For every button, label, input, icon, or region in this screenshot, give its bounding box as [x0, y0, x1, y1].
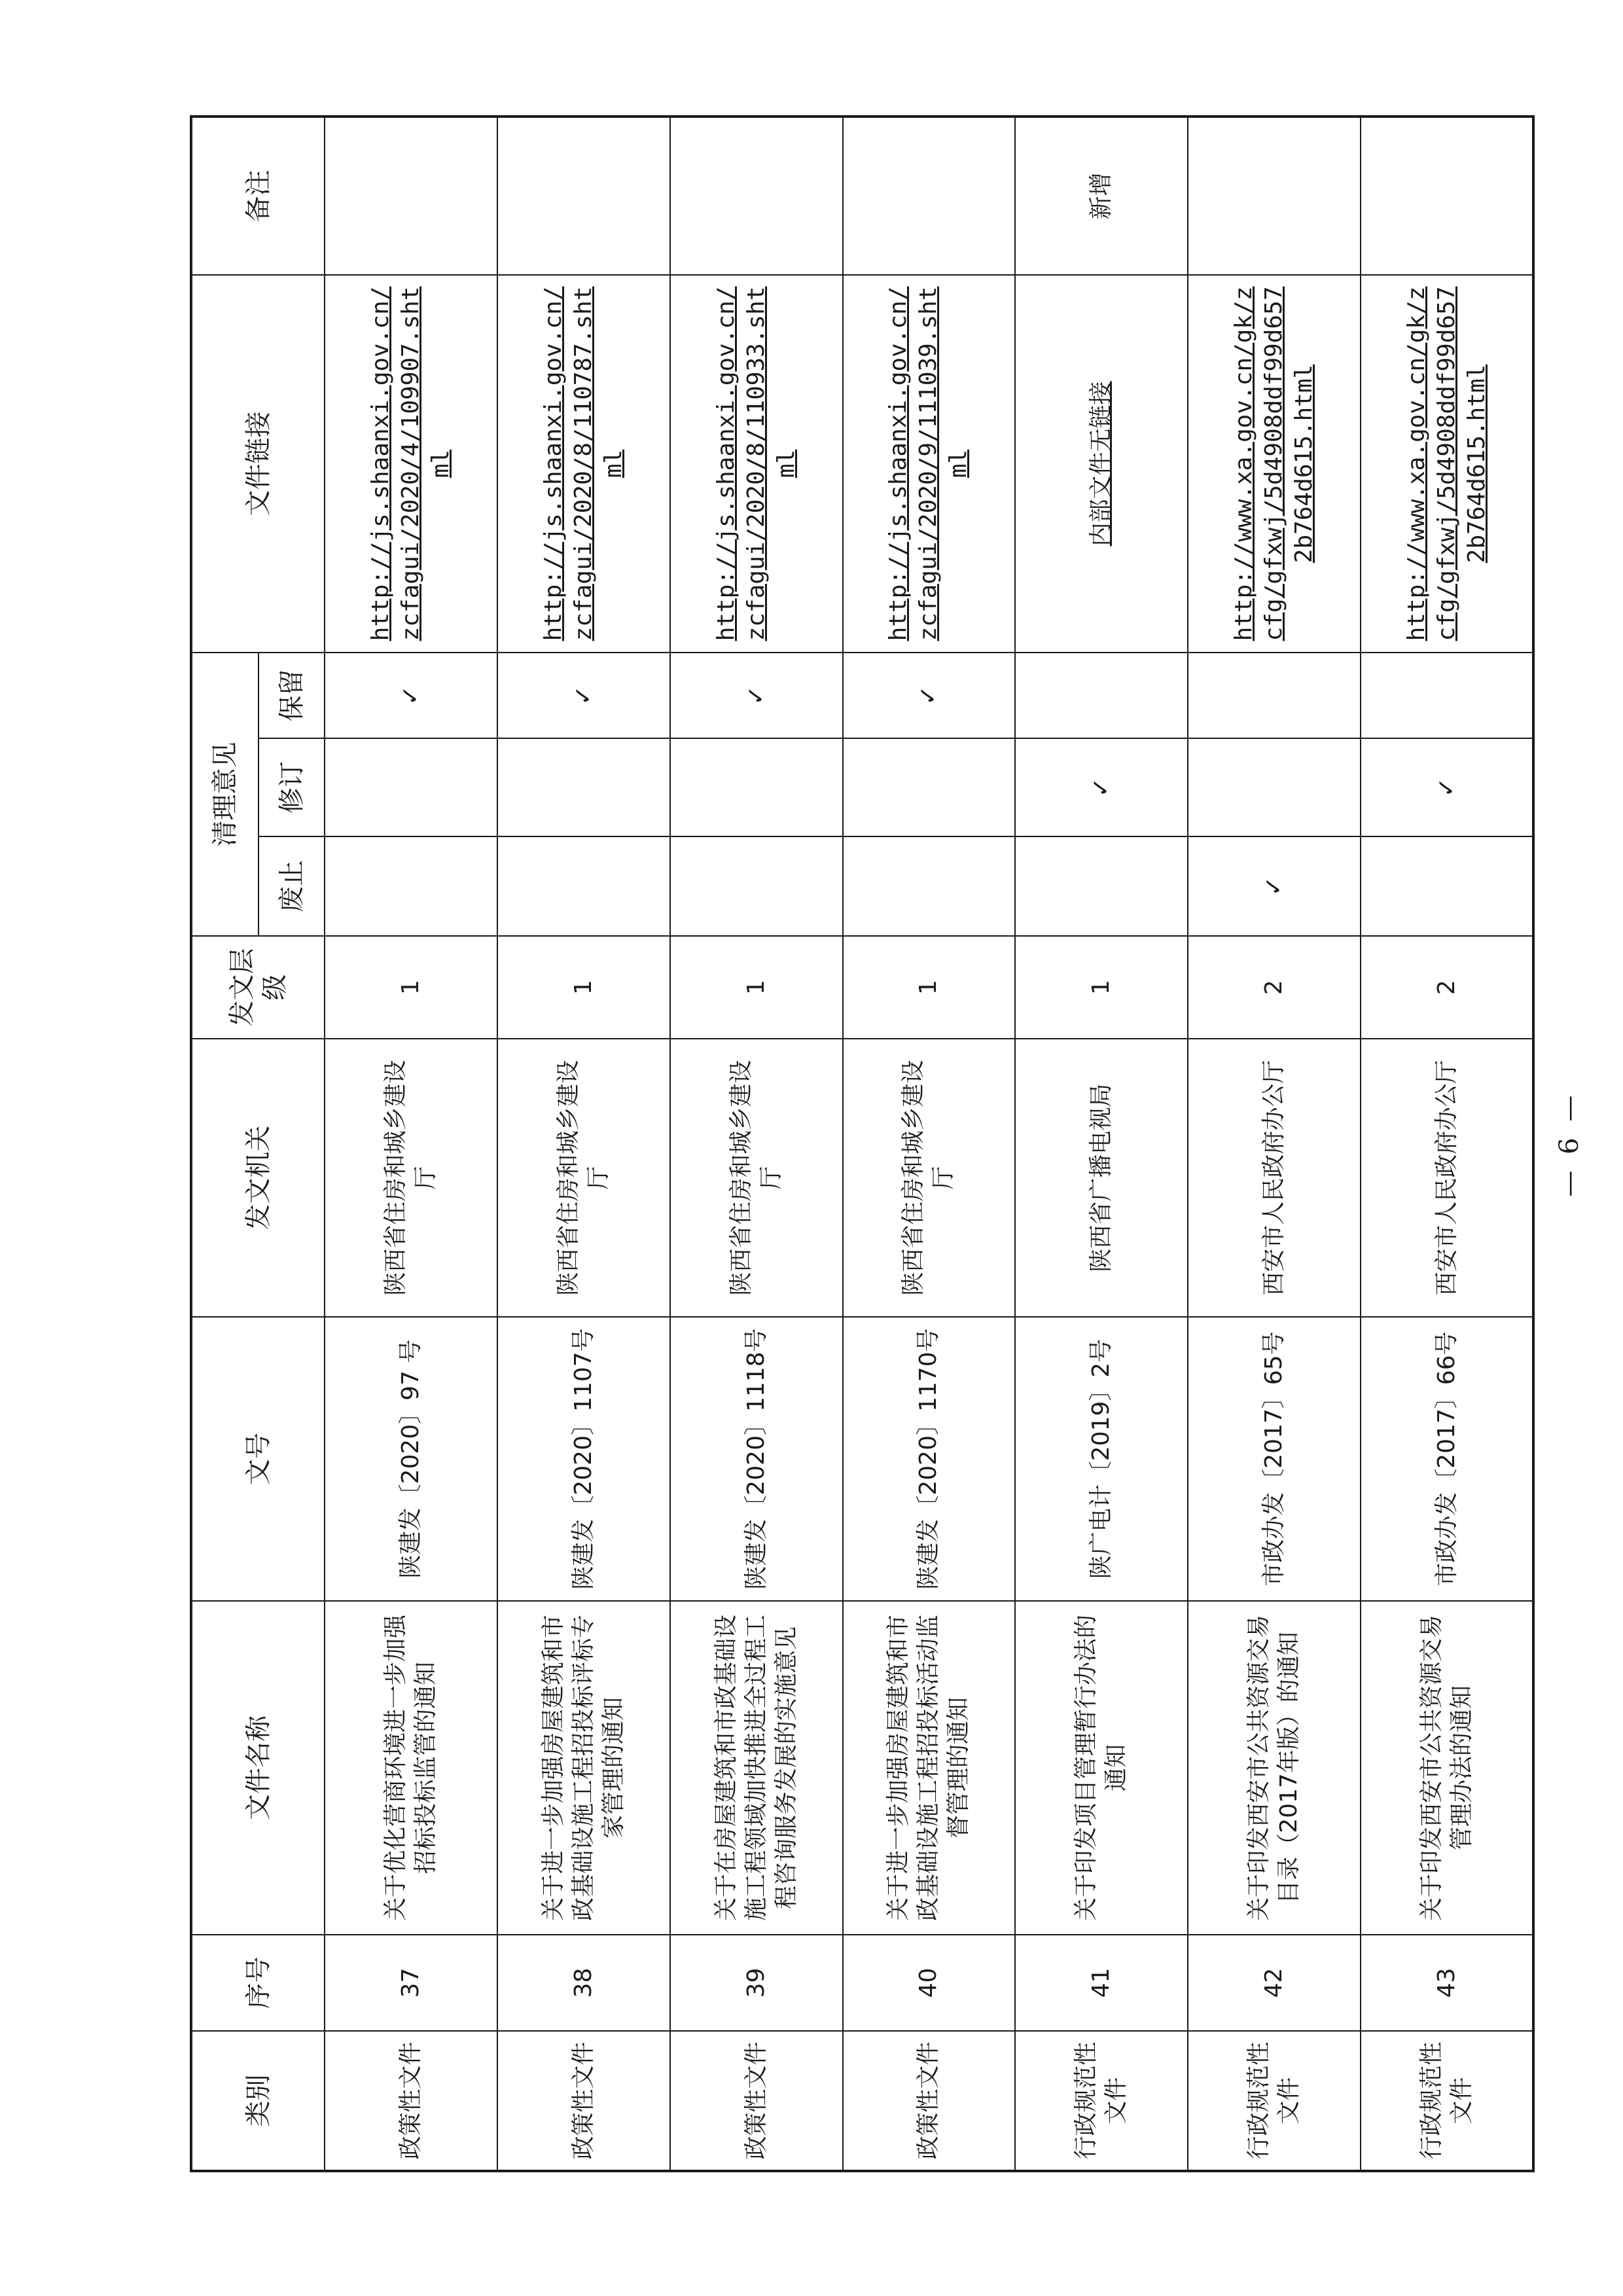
link-cell: [1188, 275, 1361, 653]
category-cell: 政策性文件: [325, 2031, 497, 2171]
header-remark: 备注: [191, 117, 325, 275]
revise-cell: [1188, 738, 1361, 836]
retain-cell: ✓: [497, 653, 670, 738]
abolish-cell: [325, 836, 497, 936]
header-level: 发文层级: [191, 936, 325, 1039]
doc-no-cell: 陕广电计〔2019〕2号: [1015, 1317, 1188, 1601]
retain-cell: ✓: [670, 653, 843, 738]
issuer-cell: 陕西省住房和城乡建设厅: [497, 1039, 670, 1317]
remark-cell: [670, 117, 843, 275]
issuer-cell: 陕西省住房和城乡建设厅: [670, 1039, 843, 1317]
link-cell: [325, 275, 497, 653]
category-cell: 政策性文件: [843, 2031, 1016, 2171]
page-number: — 6 —: [1554, 1091, 1584, 1197]
level-cell: 1: [670, 936, 843, 1039]
category-cell: 政策性文件: [497, 2031, 670, 2171]
doc-no-cell: 市政办发〔2017〕66号: [1361, 1317, 1533, 1601]
seq-cell: 42: [1188, 1935, 1361, 2031]
revise-cell: [670, 738, 843, 836]
revise-cell: [497, 738, 670, 836]
retain-cell: [1361, 653, 1533, 738]
name-cell: 关于在房屋建筑和市政基础设施工程领域加快推进全过程工程咨询服务发展的实施意见: [670, 1601, 843, 1935]
retain-cell: ✓: [325, 653, 497, 738]
level-cell: 2: [1361, 936, 1533, 1039]
remark-cell: 新增: [1015, 117, 1188, 275]
link-cell: [1361, 275, 1533, 653]
name-cell: 关于进一步加强房屋建筑和市政基础设施工程招投标评标专家管理的通知: [497, 1601, 670, 1935]
link-cell: [497, 275, 670, 653]
remark-cell: [1188, 117, 1361, 275]
level-cell: 1: [1015, 936, 1188, 1039]
level-cell: 2: [1188, 936, 1361, 1039]
doc-no-cell: 陕建发〔2020〕1118号: [670, 1317, 843, 1601]
header-link: 文件链接: [191, 275, 325, 653]
abolish-cell: [843, 836, 1016, 936]
seq-cell: 43: [1361, 1935, 1533, 2031]
header-retain: 保留: [259, 653, 325, 738]
name-cell: 关于优化营商环境进一步加强招标投标监管的通知: [325, 1601, 497, 1935]
internal-note: 内部文件无链接: [1088, 381, 1115, 547]
file-link[interactable]: http://js.shaanxi.gov.cn/zcfagui/2020/4/109907.shtml: [366, 286, 454, 641]
header-abolish: 废止: [259, 836, 325, 936]
name-cell: 关于进一步加强房屋建筑和市政基础设施工程招投标活动监督管理的通知: [843, 1601, 1016, 1935]
abolish-cell: [497, 836, 670, 936]
header-issuer: 发文机关: [191, 1039, 325, 1317]
revise-cell: [325, 738, 497, 836]
doc-no-cell: 陕建发〔2020〕1107号: [497, 1317, 670, 1601]
name-cell: 关于印发项目管理暂行办法的通知: [1015, 1601, 1188, 1935]
document-table: [190, 115, 1535, 2172]
remark-cell: [497, 117, 670, 275]
header-category: 类别: [191, 2031, 325, 2171]
table-row: [1188, 117, 1361, 2171]
table-row: [497, 117, 670, 2171]
table-row: [670, 117, 843, 2171]
retain-cell: [1015, 653, 1188, 738]
revise-cell: [843, 738, 1016, 836]
abolish-cell: [1015, 836, 1188, 936]
seq-cell: 41: [1015, 1935, 1188, 2031]
table-row: [843, 117, 1016, 2171]
issuer-cell: 西安市人民政府办公厅: [1188, 1039, 1361, 1317]
name-cell: 关于印发西安市公共资源交易管理办法的通知: [1361, 1601, 1533, 1935]
retain-cell: ✓: [843, 653, 1016, 738]
remark-cell: [325, 117, 497, 275]
remark-cell: [843, 117, 1016, 275]
table-row: [325, 117, 497, 2171]
category-cell: 行政规范性文件: [1015, 2031, 1188, 2171]
seq-cell: 38: [497, 1935, 670, 2031]
header-doc-no: 文号: [191, 1317, 325, 1601]
seq-cell: 40: [843, 1935, 1016, 2031]
file-link[interactable]: http://js.shaanxi.gov.cn/zcfagui/2020/8/110787.shtml: [539, 286, 627, 641]
category-cell: 行政规范性文件: [1361, 2031, 1533, 2171]
name-cell: 关于印发西安市公共资源交易目录（2017年版）的通知: [1188, 1601, 1361, 1935]
issuer-cell: 陕西省住房和城乡建设厅: [843, 1039, 1016, 1317]
revise-cell: ✓: [1015, 738, 1188, 836]
doc-no-cell: 陕建发〔2020〕1170号: [843, 1317, 1016, 1601]
abolish-cell: ✓: [1188, 836, 1361, 936]
issuer-cell: 陕西省广播电视局: [1015, 1039, 1188, 1317]
abolish-cell: [670, 836, 843, 936]
category-cell: 政策性文件: [670, 2031, 843, 2171]
table-row: [1361, 117, 1533, 2171]
level-cell: 1: [497, 936, 670, 1039]
link-cell: [670, 275, 843, 653]
header-seq: 序号: [191, 1935, 325, 2031]
abolish-cell: [1361, 836, 1533, 936]
header-name: 文件名称: [191, 1601, 325, 1935]
header-revise: 修订: [259, 738, 325, 836]
seq-cell: 37: [325, 1935, 497, 2031]
table-row: [1015, 117, 1188, 2171]
file-link[interactable]: http://js.shaanxi.gov.cn/zcfagui/2020/9/111039.shtml: [885, 286, 972, 641]
file-link[interactable]: http://www.xa.gov.cn/gk/zcfg/gfxwj/5d4908ddf99d6572b764d615.html: [1230, 286, 1318, 641]
file-link[interactable]: http://www.xa.gov.cn/gk/zcfg/gfxwj/5d4908ddf99d6572b764d615.html: [1402, 286, 1490, 641]
revise-cell: ✓: [1361, 738, 1533, 836]
doc-no-cell: 陕建发〔2020〕97 号: [325, 1317, 497, 1601]
issuer-cell: 陕西省住房和城乡建设厅: [325, 1039, 497, 1317]
file-link[interactable]: http://js.shaanxi.gov.cn/zcfagui/2020/8/110933.shtml: [712, 286, 800, 641]
level-cell: 1: [843, 936, 1016, 1039]
category-cell: 行政规范性文件: [1188, 2031, 1361, 2171]
header-opinion: 清理意见: [191, 653, 259, 936]
link-cell: [843, 275, 1016, 653]
level-cell: 1: [325, 936, 497, 1039]
seq-cell: 39: [670, 1935, 843, 2031]
doc-no-cell: 市政办发〔2017〕65号: [1188, 1317, 1361, 1601]
link-cell: [1015, 275, 1188, 653]
retain-cell: [1188, 653, 1361, 738]
remark-cell: [1361, 117, 1533, 275]
issuer-cell: 西安市人民政府办公厅: [1361, 1039, 1533, 1317]
